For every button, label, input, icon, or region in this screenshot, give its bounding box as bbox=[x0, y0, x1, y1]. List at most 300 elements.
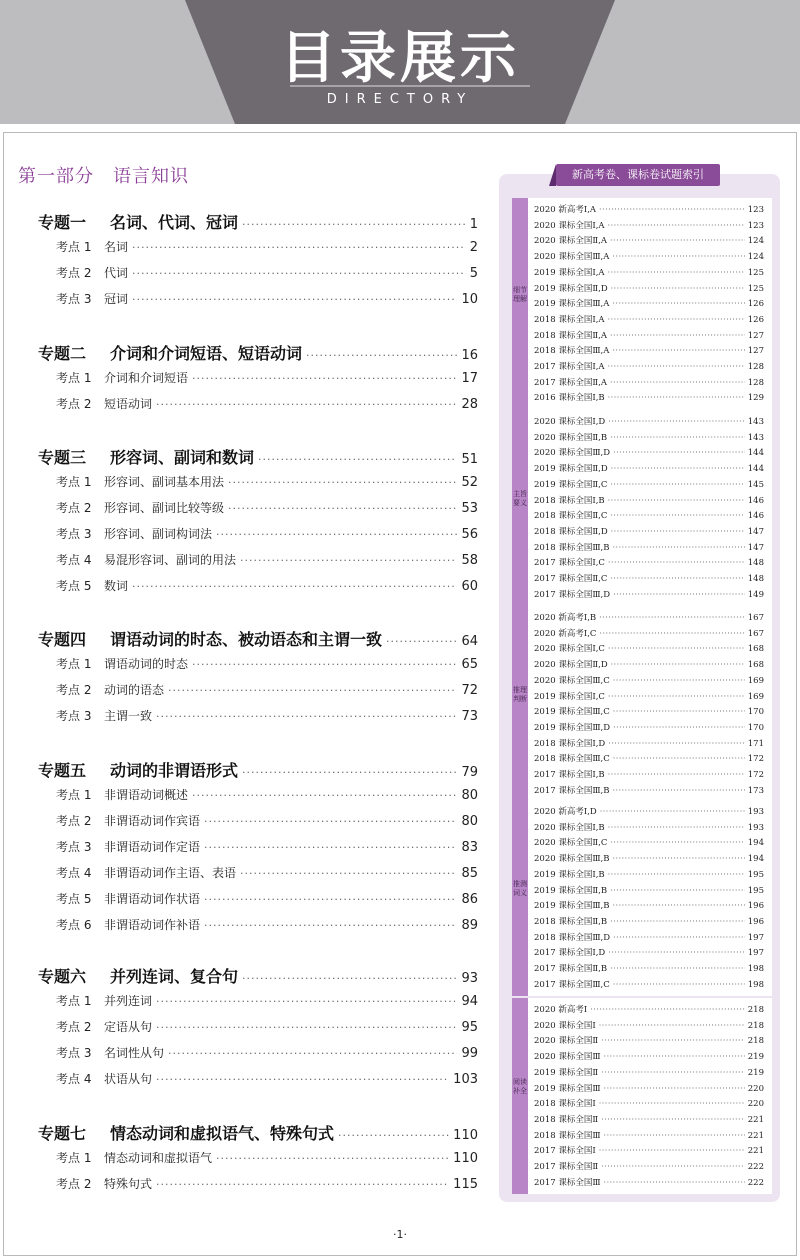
point-row[interactable] bbox=[38, 551, 478, 568]
leader-dots bbox=[604, 1052, 745, 1061]
point-label: 考点 1 bbox=[56, 788, 92, 802]
point-row[interactable] bbox=[38, 473, 478, 490]
leader-dots bbox=[608, 823, 745, 832]
index-row-page: 170 bbox=[747, 707, 764, 718]
index-row-page: 171 bbox=[747, 738, 764, 749]
leader-dots bbox=[204, 815, 457, 828]
index-row-text: 2019 课标全国Ⅱ,B bbox=[534, 885, 608, 896]
point-label: 考点 3 bbox=[56, 527, 92, 541]
index-row[interactable] bbox=[534, 1019, 764, 1031]
index-row-page: 127 bbox=[747, 330, 764, 341]
index-row-page: 143 bbox=[747, 417, 764, 427]
point-row[interactable] bbox=[38, 864, 478, 881]
point-row[interactable] bbox=[38, 1175, 478, 1192]
index-row[interactable] bbox=[534, 690, 764, 702]
leader-dots bbox=[608, 393, 745, 402]
index-row-page: 198 bbox=[747, 979, 764, 990]
leader-dots bbox=[156, 1021, 457, 1034]
index-row[interactable] bbox=[534, 1082, 764, 1094]
index-row[interactable] bbox=[534, 1129, 764, 1141]
leader-dots bbox=[132, 267, 466, 280]
leader-dots bbox=[192, 658, 457, 671]
index-row-page: 168 bbox=[747, 644, 764, 655]
index-row[interactable] bbox=[534, 266, 764, 278]
index-row-page: 126 bbox=[747, 299, 764, 310]
point-row[interactable] bbox=[38, 525, 478, 542]
index-row[interactable] bbox=[534, 915, 764, 927]
point-label: 考点 2 bbox=[56, 397, 92, 411]
point-row[interactable] bbox=[38, 369, 478, 386]
index-row[interactable] bbox=[534, 1144, 764, 1156]
point-name: 状语从句 bbox=[104, 1072, 153, 1086]
index-row-text: 2018 课标全国Ⅲ,A bbox=[534, 346, 610, 357]
index-row-text: 2018 课标全国Ⅲ,B bbox=[534, 542, 610, 553]
point-label: 考点 2 bbox=[56, 1177, 92, 1191]
point-label: 考点 3 bbox=[56, 840, 92, 854]
index-row[interactable] bbox=[534, 768, 764, 780]
group-label: 推理判断 bbox=[513, 686, 527, 704]
topic-page: 79 bbox=[461, 765, 478, 780]
leader-dots bbox=[608, 417, 745, 426]
index-row[interactable] bbox=[534, 588, 764, 600]
point-row[interactable] bbox=[38, 290, 478, 307]
leader-dots bbox=[306, 349, 457, 362]
index-row-text: 2019 课标全国Ⅲ,C bbox=[534, 707, 610, 718]
leader-dots bbox=[613, 448, 745, 457]
leader-dots bbox=[610, 574, 744, 583]
leader-dots bbox=[156, 398, 457, 411]
index-row[interactable] bbox=[534, 1050, 764, 1062]
index-row-page: 221 bbox=[747, 1130, 764, 1141]
index-row-page: 218 bbox=[747, 1036, 764, 1047]
index-row-page: 220 bbox=[747, 1083, 764, 1094]
index-row[interactable] bbox=[534, 446, 764, 458]
leader-dots bbox=[604, 1131, 745, 1140]
leader-dots bbox=[612, 543, 744, 552]
point-page: 103 bbox=[453, 1072, 478, 1087]
point-page: 10 bbox=[461, 292, 478, 307]
index-row[interactable] bbox=[534, 250, 764, 262]
point-label: 考点 1 bbox=[56, 240, 92, 254]
index-row-page: 222 bbox=[747, 1162, 764, 1172]
index-row-page: 128 bbox=[747, 377, 764, 388]
index-row-text: 2019 课标全国Ⅱ bbox=[534, 1067, 599, 1078]
leader-dots bbox=[156, 995, 457, 1008]
index-row-page: 198 bbox=[747, 964, 764, 974]
point-row[interactable] bbox=[38, 577, 478, 594]
leader-dots bbox=[601, 1036, 745, 1045]
index-row[interactable] bbox=[534, 884, 764, 896]
topic-name: 介词和介词短语、短语动词 bbox=[110, 344, 303, 363]
index-row-page: 123 bbox=[747, 205, 764, 215]
index-row[interactable] bbox=[534, 784, 764, 796]
topic-row[interactable] bbox=[38, 341, 478, 364]
point-label: 考点 3 bbox=[56, 709, 92, 723]
point-name: 非谓语动词作主语、表语 bbox=[104, 866, 237, 880]
leader-dots bbox=[608, 948, 745, 957]
point-name: 代词 bbox=[104, 266, 129, 280]
point-row[interactable] bbox=[38, 395, 478, 412]
leader-dots bbox=[610, 331, 745, 340]
point-name: 数词 bbox=[104, 579, 129, 593]
index-row[interactable] bbox=[534, 313, 764, 325]
index-row[interactable] bbox=[534, 415, 764, 427]
leader-dots bbox=[242, 972, 457, 985]
point-row[interactable] bbox=[38, 655, 478, 672]
point-row[interactable] bbox=[38, 1018, 478, 1035]
point-row[interactable] bbox=[38, 238, 478, 255]
index-row-text: 2017 课标全国Ⅰ,B bbox=[534, 770, 605, 780]
leader-dots bbox=[192, 372, 457, 385]
leader-dots bbox=[228, 476, 457, 489]
index-row-text: 2020 课标全国Ⅱ,C bbox=[534, 838, 608, 849]
index-row-page: 218 bbox=[747, 1020, 764, 1031]
index-row[interactable] bbox=[534, 627, 764, 639]
index-row[interactable] bbox=[534, 494, 764, 506]
topic-label: 专题三 bbox=[38, 448, 87, 467]
index-row-page: 221 bbox=[747, 1114, 764, 1125]
leader-dots bbox=[156, 1178, 449, 1191]
index-row-page: 148 bbox=[747, 558, 764, 569]
index-row[interactable] bbox=[534, 752, 764, 764]
point-label: 考点 2 bbox=[56, 683, 92, 697]
index-row[interactable] bbox=[534, 344, 764, 356]
leader-dots bbox=[240, 867, 457, 880]
leader-dots bbox=[610, 236, 745, 245]
point-name: 谓语动词的时态 bbox=[104, 657, 189, 671]
leader-dots bbox=[611, 660, 745, 669]
index-row[interactable] bbox=[534, 674, 764, 686]
leader-dots bbox=[228, 502, 457, 515]
index-row[interactable] bbox=[534, 556, 764, 568]
index-row[interactable] bbox=[534, 611, 764, 623]
index-row[interactable] bbox=[534, 931, 764, 943]
index-row-page: 143 bbox=[747, 432, 764, 443]
point-row[interactable] bbox=[38, 1149, 478, 1166]
leader-dots bbox=[600, 807, 745, 816]
index-row[interactable] bbox=[534, 899, 764, 911]
point-row[interactable] bbox=[38, 1070, 478, 1087]
point-page: 60 bbox=[461, 579, 478, 594]
leader-dots bbox=[604, 1178, 745, 1187]
point-row[interactable] bbox=[38, 1044, 478, 1061]
index-row-page: 169 bbox=[747, 675, 764, 686]
point-row[interactable] bbox=[38, 681, 478, 698]
point-row[interactable] bbox=[38, 890, 478, 907]
leader-dots bbox=[216, 1152, 449, 1165]
index-row-page: 197 bbox=[747, 932, 764, 943]
index-row[interactable] bbox=[534, 219, 764, 231]
point-label: 考点 3 bbox=[56, 1046, 92, 1060]
topic-page: 93 bbox=[461, 971, 478, 986]
topic-label: 专题一 bbox=[38, 213, 87, 232]
index-row[interactable] bbox=[534, 978, 764, 990]
group-side-bar bbox=[512, 800, 528, 996]
leader-dots bbox=[608, 496, 745, 505]
point-label: 考点 2 bbox=[56, 814, 92, 828]
index-row-text: 2020 课标全国Ⅰ,C bbox=[534, 644, 605, 655]
topic-page: 51 bbox=[461, 452, 478, 467]
point-page: 115 bbox=[453, 1177, 478, 1192]
index-row-page: 172 bbox=[747, 754, 764, 765]
index-row-page: 193 bbox=[747, 822, 764, 833]
index-row[interactable] bbox=[534, 1003, 764, 1015]
index-row-text: 2017 课标全国Ⅲ bbox=[534, 1177, 601, 1188]
index-row-page: 127 bbox=[747, 346, 764, 357]
index-row[interactable] bbox=[534, 821, 764, 833]
index-row[interactable] bbox=[534, 836, 764, 848]
point-row[interactable] bbox=[38, 707, 478, 724]
index-row[interactable] bbox=[534, 1034, 764, 1046]
index-row[interactable] bbox=[534, 234, 764, 246]
index-row[interactable] bbox=[534, 329, 764, 341]
group-side-bar bbox=[512, 198, 528, 410]
topic-row[interactable] bbox=[38, 627, 478, 650]
index-row[interactable] bbox=[534, 658, 764, 670]
topic-label: 专题七 bbox=[38, 1124, 87, 1143]
leader-dots bbox=[599, 205, 745, 214]
index-group bbox=[512, 198, 772, 410]
topic-page: 64 bbox=[461, 634, 478, 649]
index-row-page: 197 bbox=[747, 948, 764, 959]
point-page: 86 bbox=[461, 892, 478, 907]
point-name: 形容词、副词比较等级 bbox=[104, 501, 225, 515]
index-row[interactable] bbox=[534, 478, 764, 490]
index-row-text: 2018 课标全国Ⅰ,A bbox=[534, 314, 605, 325]
leader-dots bbox=[601, 1162, 745, 1171]
point-page: 94 bbox=[461, 994, 478, 1009]
index-row[interactable] bbox=[534, 431, 764, 443]
index-row-page: 124 bbox=[747, 236, 764, 247]
point-page: 17 bbox=[461, 371, 478, 386]
index-row-text: 2018 课标全国Ⅲ,D bbox=[534, 932, 611, 943]
index-row[interactable] bbox=[534, 360, 764, 372]
part-title: 第一部分 语言知识 bbox=[18, 166, 189, 187]
leader-dots bbox=[613, 676, 745, 685]
index-row[interactable] bbox=[534, 462, 764, 474]
topic-name: 谓语动词的时态、被动语态和主谓一致 bbox=[110, 630, 383, 649]
point-name: 特殊句式 bbox=[104, 1177, 153, 1191]
point-label: 考点 5 bbox=[56, 892, 92, 906]
point-name: 非谓语动词作定语 bbox=[104, 840, 201, 854]
index-row-text: 2018 课标全国Ⅱ,C bbox=[534, 511, 608, 522]
point-row[interactable] bbox=[38, 992, 478, 1009]
index-row-text: 2019 课标全国Ⅲ,B bbox=[534, 901, 610, 912]
index-row[interactable] bbox=[534, 572, 764, 584]
index-row-page: 146 bbox=[747, 511, 764, 522]
index-row[interactable] bbox=[534, 203, 764, 215]
point-page: 95 bbox=[461, 1020, 478, 1035]
index-row[interactable] bbox=[534, 1066, 764, 1078]
point-page: 99 bbox=[461, 1046, 478, 1061]
index-row[interactable] bbox=[534, 721, 764, 733]
index-row-page: 167 bbox=[747, 628, 764, 639]
point-label: 考点 4 bbox=[56, 1072, 92, 1086]
index-row-page: 222 bbox=[747, 1177, 764, 1188]
index-row-page: 194 bbox=[747, 838, 764, 849]
leader-dots bbox=[168, 684, 457, 697]
group-side-bar bbox=[512, 998, 528, 1194]
point-name: 定语从句 bbox=[104, 1020, 153, 1034]
leader-dots bbox=[613, 590, 745, 599]
point-page: 53 bbox=[461, 501, 478, 516]
point-name: 形容词、副词基本用法 bbox=[104, 475, 225, 489]
index-group bbox=[512, 800, 772, 996]
leader-dots bbox=[612, 299, 744, 308]
point-row[interactable] bbox=[38, 499, 478, 516]
index-row[interactable] bbox=[534, 376, 764, 388]
index-row-page: 144 bbox=[747, 464, 764, 475]
leader-dots bbox=[608, 739, 745, 748]
leader-dots bbox=[610, 511, 744, 520]
index-group bbox=[512, 998, 772, 1194]
leader-dots bbox=[610, 838, 744, 847]
index-row-page: 169 bbox=[747, 691, 764, 702]
index-row-page: 145 bbox=[747, 479, 764, 490]
index-row[interactable] bbox=[534, 297, 764, 309]
index-row-text: 2019 课标全国Ⅲ,D bbox=[534, 722, 611, 733]
index-row[interactable] bbox=[534, 509, 764, 521]
index-row-page: 170 bbox=[747, 722, 764, 733]
topic-name: 形容词、副词和数词 bbox=[110, 448, 255, 467]
leader-dots bbox=[608, 644, 745, 653]
index-row[interactable] bbox=[534, 705, 764, 717]
group-label: 推测词义 bbox=[513, 880, 527, 898]
point-row[interactable] bbox=[38, 264, 478, 281]
point-page: 52 bbox=[461, 475, 478, 490]
leader-dots bbox=[599, 1099, 745, 1108]
point-row[interactable] bbox=[38, 916, 478, 933]
leader-dots bbox=[608, 558, 745, 567]
index-row[interactable] bbox=[534, 1160, 764, 1172]
index-row[interactable] bbox=[534, 737, 764, 749]
index-row-text: 2018 课标全国Ⅱ,D bbox=[534, 526, 608, 537]
index-row-text: 2020 课标全国Ⅲ bbox=[534, 1052, 601, 1063]
topic-row[interactable] bbox=[38, 1121, 478, 1144]
leader-dots bbox=[613, 754, 745, 763]
leader-dots bbox=[604, 1084, 745, 1093]
point-label: 考点 2 bbox=[56, 1020, 92, 1034]
point-page: 110 bbox=[453, 1151, 478, 1166]
group-side-bar bbox=[512, 606, 528, 802]
leader-dots bbox=[599, 1146, 745, 1155]
index-row-page: 144 bbox=[747, 448, 764, 459]
index-row[interactable] bbox=[534, 962, 764, 974]
index-row[interactable] bbox=[534, 1113, 764, 1125]
index-row-text: 2019 课标全国Ⅰ,B bbox=[534, 869, 605, 880]
point-row[interactable] bbox=[38, 786, 478, 803]
index-row-page: 147 bbox=[747, 542, 764, 553]
index-row[interactable] bbox=[534, 541, 764, 553]
leader-dots bbox=[132, 293, 457, 306]
point-row[interactable] bbox=[38, 812, 478, 829]
index-row-text: 2017 课标全国Ⅱ bbox=[534, 1162, 599, 1172]
index-row-text: 2018 课标全国Ⅰ,D bbox=[534, 738, 606, 749]
index-row-page: 148 bbox=[747, 574, 764, 584]
index-row-text: 2017 课标全国Ⅲ,C bbox=[534, 979, 610, 990]
index-row[interactable] bbox=[534, 946, 764, 958]
index-row-page: 173 bbox=[747, 785, 764, 796]
index-row-page: 218 bbox=[747, 1005, 764, 1015]
index-row-text: 2020 课标全国Ⅱ bbox=[534, 1036, 599, 1047]
index-row[interactable] bbox=[534, 1097, 764, 1109]
index-row[interactable] bbox=[534, 642, 764, 654]
index-row-text: 2017 课标全国Ⅲ,B bbox=[534, 785, 610, 796]
index-title: 新高考卷、课标卷试题索引 bbox=[556, 164, 720, 186]
leader-dots bbox=[610, 964, 745, 973]
topic-page: 110 bbox=[453, 1128, 478, 1143]
index-row-text: 2019 课标全国Ⅱ,C bbox=[534, 479, 608, 490]
point-page: 80 bbox=[461, 788, 478, 803]
point-label: 考点 6 bbox=[56, 918, 92, 932]
index-row-text: 2019 课标全国Ⅰ,A bbox=[534, 267, 605, 278]
index-row-text: 2019 课标全国Ⅰ,C bbox=[534, 691, 605, 702]
point-page: 58 bbox=[461, 553, 478, 568]
topic-row[interactable] bbox=[38, 758, 478, 781]
topic-name: 名词、代词、冠词 bbox=[110, 213, 239, 232]
point-page: 73 bbox=[461, 709, 478, 724]
leader-dots bbox=[156, 710, 457, 723]
topic-row[interactable] bbox=[38, 445, 478, 468]
index-row[interactable] bbox=[534, 391, 764, 403]
leader-dots bbox=[612, 346, 744, 355]
index-row-page: 146 bbox=[747, 495, 764, 506]
leader-dots bbox=[608, 362, 745, 371]
index-row[interactable] bbox=[534, 282, 764, 294]
index-row-text: 2020 新高考Ⅰ bbox=[534, 1005, 588, 1015]
index-row-page: 149 bbox=[747, 589, 764, 600]
index-row-text: 2020 课标全国Ⅲ,C bbox=[534, 675, 610, 686]
index-row-text: 2017 课标全国Ⅲ,D bbox=[534, 589, 611, 600]
leader-dots bbox=[240, 554, 457, 567]
point-name: 冠词 bbox=[104, 292, 129, 306]
topic-row[interactable] bbox=[38, 964, 478, 987]
index-row-page: 195 bbox=[747, 885, 764, 896]
point-page: 56 bbox=[461, 527, 478, 542]
index-row-text: 2017 课标全国Ⅰ,C bbox=[534, 558, 605, 569]
group-label: 阅读补全 bbox=[513, 1078, 527, 1096]
point-name: 形容词、副词构词法 bbox=[104, 527, 213, 541]
index-row[interactable] bbox=[534, 805, 764, 817]
point-page: 85 bbox=[461, 866, 478, 881]
leader-dots bbox=[608, 770, 745, 779]
topic-row[interactable] bbox=[38, 210, 478, 233]
leader-dots bbox=[610, 480, 744, 489]
point-row[interactable] bbox=[38, 838, 478, 855]
index-row-text: 2018 课标全国Ⅲ,C bbox=[534, 754, 610, 765]
leader-dots bbox=[613, 707, 745, 716]
point-label: 考点 5 bbox=[56, 579, 92, 593]
index-row[interactable] bbox=[534, 1176, 764, 1188]
leader-dots bbox=[608, 221, 745, 230]
index-row-text: 2020 新高考Ⅰ,A bbox=[534, 205, 597, 215]
index-row-page: 128 bbox=[747, 362, 764, 372]
index-row[interactable] bbox=[534, 868, 764, 880]
index-row[interactable] bbox=[534, 852, 764, 864]
index-row-text: 2020 课标全国Ⅱ,B bbox=[534, 432, 608, 443]
leader-dots bbox=[612, 901, 744, 910]
leader-dots bbox=[242, 218, 466, 231]
point-name: 非谓语动词概述 bbox=[104, 788, 189, 802]
index-row-page: 219 bbox=[747, 1067, 764, 1078]
point-name: 短语动词 bbox=[104, 397, 153, 411]
point-page: 80 bbox=[461, 814, 478, 829]
index-row-text: 2020 课标全国Ⅱ,A bbox=[534, 236, 607, 247]
index-row-page: 195 bbox=[747, 869, 764, 880]
leader-dots bbox=[156, 1073, 449, 1086]
point-page: 89 bbox=[461, 918, 478, 933]
index-row[interactable] bbox=[534, 525, 764, 537]
